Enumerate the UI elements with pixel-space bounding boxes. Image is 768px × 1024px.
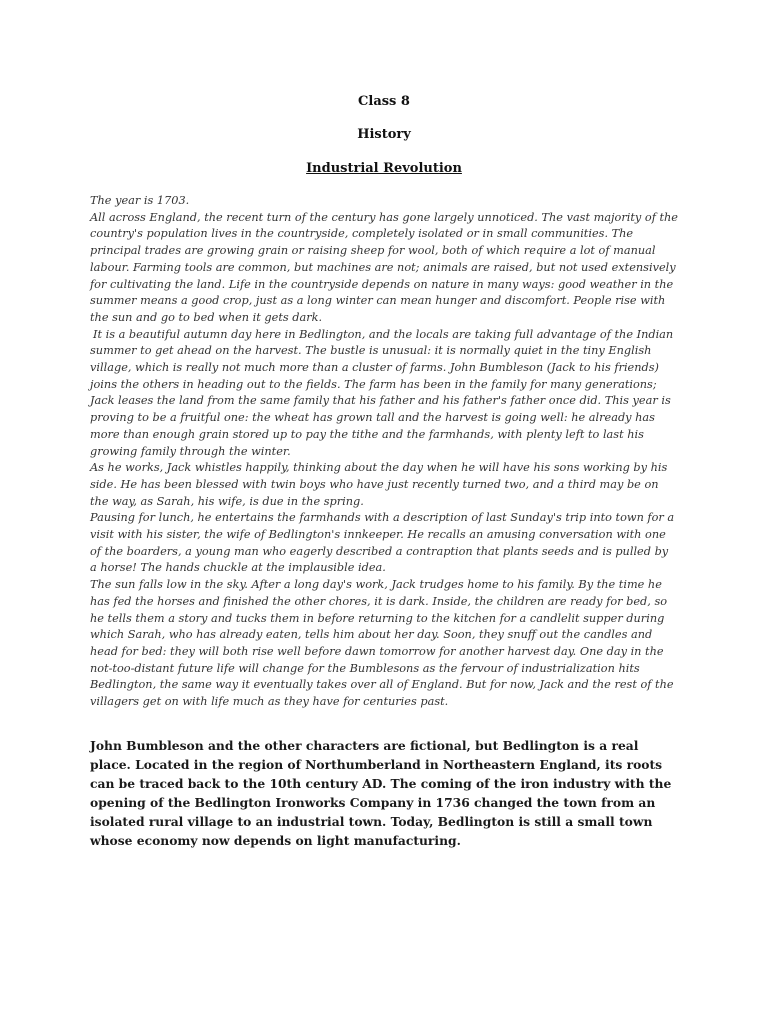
story-paragraph: It is a beautiful autumn day here in Bedlington, and the locals are taking full advantage of the Indian summer to get ahead on the harvest. The bustle is unusual: it is normally quiet in the tiny English village, which is really not much more than a cluster of farms. John Bumbleson (Jack to his friends) joins the others in heading out to the fields. The farm has been in the family for many generations; Jack leases the land from the same family that his father and his father's father once did. This year is proving to be a fruitful one: the wheat has grown tall and the harvest is going well: he already has more than enough grain stored up to pay the tithe and the farmhands, with plenty left to last his growing family through the winter. xyxy=(90,327,674,458)
historical-note xyxy=(90,736,678,850)
subject-label: History xyxy=(357,127,411,142)
class-label: Class 8 xyxy=(358,94,410,109)
story-paragraph: Pausing for lunch, he entertains the farmhands with a description of last Sunday's trip into town for a visit with his sister, the wife of Bedlington's innkeeper. He recalls an amusing conversation with one of the boarders, a young man who eagerly described a contraption that plants seeds and is pulled by a horse! The hands chuckle at the implausible idea. xyxy=(90,511,675,575)
document-page xyxy=(90,93,678,850)
class-heading xyxy=(90,93,678,126)
subject-heading xyxy=(90,126,678,160)
story-paragraph: The sun falls low in the sky. After a long day's work, Jack trudges home to his family. By the time he has fed the horses and finished the other chores, it is dark. Inside, the children are ready for bed, so he tells them a story and tucks them in before returning to the kitchen for a candlelit supper during which Sarah, who has already eaten, tells him about her day. Soon, they snuff out the candles and head for bed: they will both rise well before dawn tomorrow for another harvest day. One day in the not-too-distant future life will change for the Bumblesons as the fervour of industrialization hits Bedlington, the same way it eventually takes over all of England. But for now, Jack and the rest of the villagers get on with life much as they have for centuries past. xyxy=(90,578,674,709)
title-text: Industrial Revolution xyxy=(306,161,462,176)
story-section xyxy=(90,193,678,711)
story-paragraph: The year is 1703. xyxy=(90,194,190,207)
story-paragraph: All across England, the recent turn of the century has gone largely unnoticed. The vast majority of the country's population lives in the countryside, completely isolated or in small communities. The principal trades are growing grain or raising sheep for wool, both of which require a lot of manual labour. Farming tools are common, but machines are not; animals are raised, but not used extensively for cultivating the land. Life in the countryside depends on nature in many ways: good weather in the summer means a good crop, just as a long winter can mean hunger and discomfort. People rise with the sun and go to bed when it gets dark. xyxy=(90,210,678,324)
story-paragraph: As he works, Jack whistles happily, thinking about the day when he will have his sons working by his side. He has been blessed with twin boys who have just recently turned two, and a third may be on the way, as Sarah, his wife, is due in the spring. xyxy=(90,461,668,508)
document-title xyxy=(90,160,678,193)
note-paragraph: John Bumbleson and the other characters are fictional, but Bedlington is a real place. Located in the region of Northumberland in Northeastern England, its roots can be traced back to the 10th century AD. The coming of the iron industry with the opening of the Bedlington Ironworks Company in 1736 changed the town from an isolated rural village to an industrial town. Today, Bedlington is still a small town whose economy now depends on light manufacturing. xyxy=(90,737,672,848)
